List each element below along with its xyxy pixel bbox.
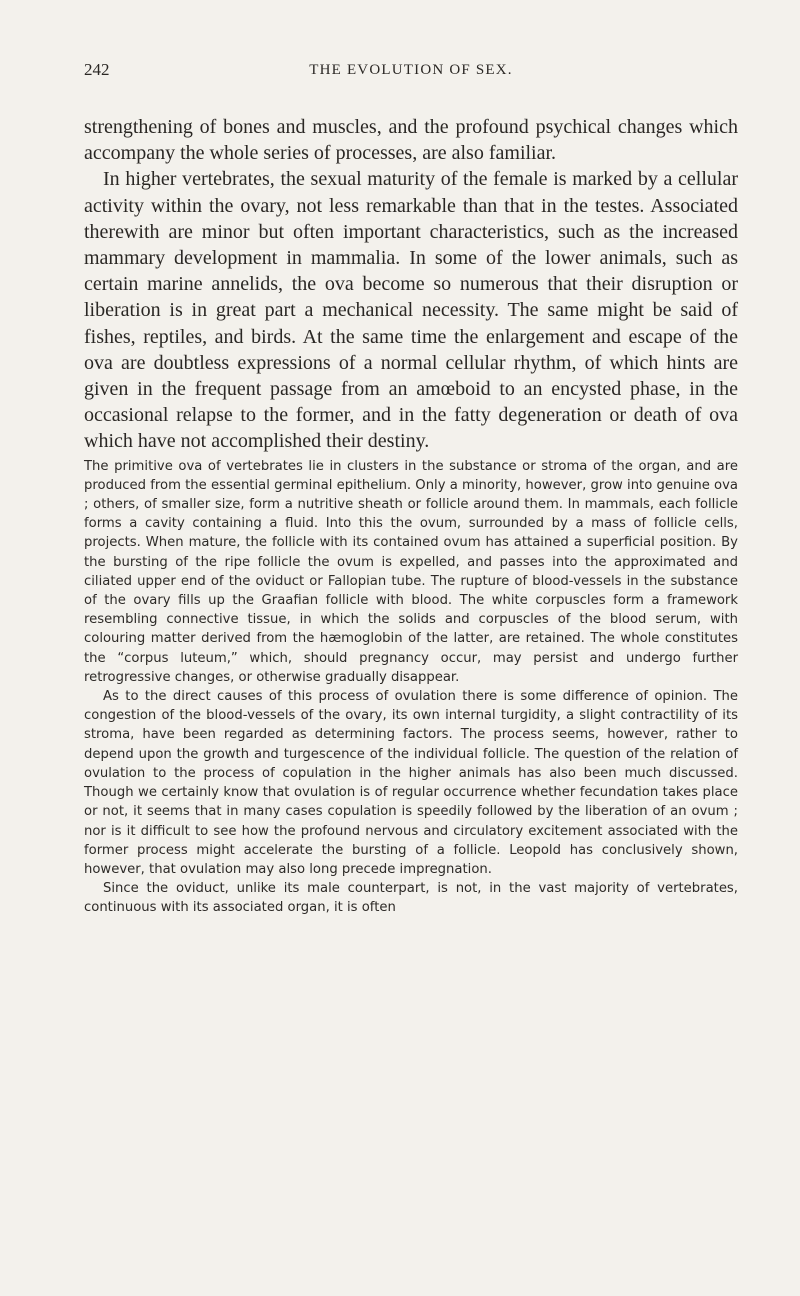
paragraph-primitive-ova: The primitive ova of vertebrates lie in clusters in the substance or stroma of the organ, and are produced from the essential germinal epithelium. Only a minority, however, grow into genuine ova ; others, of smaller size, form a nutritive sheath or follicle around them. In mammals, each follicle forms a cavity containing a fluid. Into this the ovum, surrounded by a mass of follicle cells, projects. When mature, the follicle with its contained ovum has attained a superficial position. By the bursting of the ripe follicle the ovum is expelled, and passes into the approximated and ciliated upper end of the oviduct or Fallopian tube. The rupture of blood-vessels in the substance of the ovary fills up the Graafian follicle with blood. The white corpuscles form a framework resembling connective tissue, in which the solids and corpuscles of the blood serum, with colouring matter derived from the hæmoglobin of the latter, are retained. The whole constitutes the “corpus luteum,” which, should pregnancy occur, may persist and undergo further retrogressive changes, or otherwise gradually disappear. xyxy=(84,458,738,685)
paragraph-female-maturity: In higher vertebrates, the sexual maturity of the female is marked by a cellular activity within the ovary, not less remarkable than that in the testes. Associated therewith are minor but often important characteristics, such as the increased mammary development in mammalia. In some of the lower animals, such as certain marine annelids, the ova become so numerous that their disruption or liberation is in great part a mechanical necessity. The same might be said of fishes, reptiles, and birds. At the same time the enlargement and escape of the ova are doubtless expressions of a normal cellular rhythm, of which hints are given in the frequent passage from an amœboid to an encysted phase, in the occasional relapse to the former, and in the fatty degeneration or death of ova which have not accomplished their destiny. xyxy=(84,168,738,453)
small-print-text xyxy=(84,457,738,918)
page-number: 242 xyxy=(84,60,110,79)
paragraph-continuation: strengthening of bones and muscles, and the profound psychical changes which accompany the whole series of processes, are also familiar. xyxy=(84,116,738,165)
running-head xyxy=(84,56,738,84)
paragraph-ovulation-causes: As to the direct causes of this process of ovulation there is some difference of opinion. The congestion of the blood-vessels of the ovary, its own internal turgidity, a slight contractility of its stroma, have been regarded as determining factors. The process seems, however, rather to depend upon the growth and turgescence of the individual follicle. The question of the relation of ovulation to the process of copulation in the higher animals has also been much discussed. Though we certainly know that ovulation is of regular occurrence whether fecundation takes place or not, it seems that in many cases copulation is speedily followed by the liberation of an ovum ; nor is it difficult to see how the profound nervous and circulatory excitement associated with the former process might accelerate the bursting of a follicle. Leopold has conclusively shown, however, that ovulation may also long precede impregnation. xyxy=(84,689,738,877)
running-title: THE EVOLUTION OF SEX. xyxy=(309,62,513,78)
book-page xyxy=(84,56,738,918)
paragraph-oviduct: Since the oviduct, unlike its male counterpart, is not, in the vast majority of vertebrates, continuous with its associated organ, it is often xyxy=(84,881,738,916)
main-text xyxy=(84,114,738,455)
